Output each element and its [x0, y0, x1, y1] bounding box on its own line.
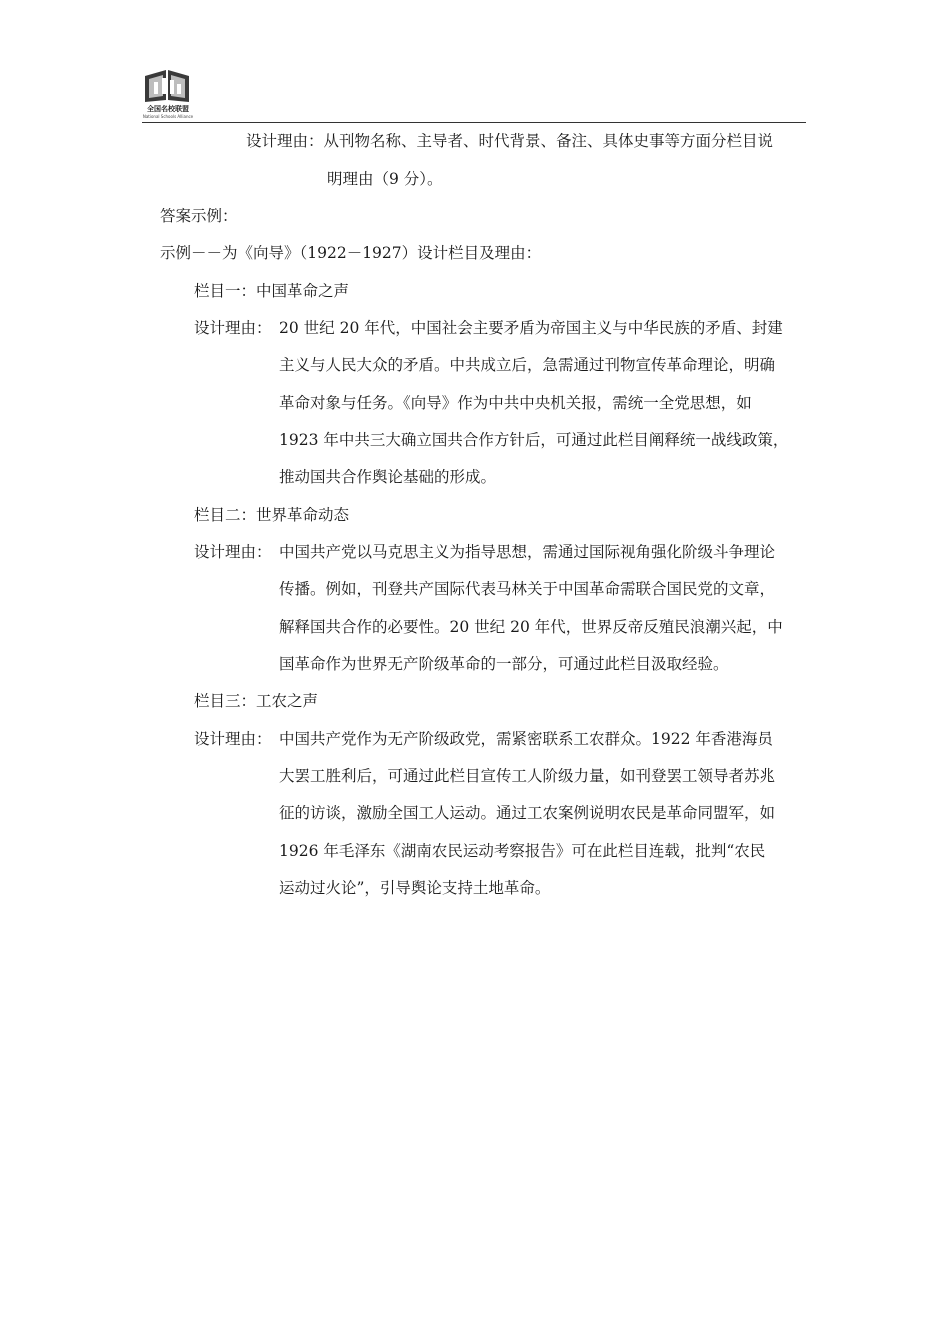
- answer-heading: 答案示例：: [160, 207, 238, 225]
- logo-english-text: National Schools Alliance: [142, 114, 194, 119]
- column-2-line-4: 国革命作为世界无产阶级革命的一部分，可通过此栏目汲取经验。: [279, 655, 729, 673]
- column-2-reason-label: 设计理由：: [194, 543, 272, 561]
- column-3-line-1: 中国共产党作为无产阶级政党，需紧密联系工农群众。1922 年香港海员: [279, 730, 773, 748]
- column-2-title: 栏目二：世界革命动态: [194, 506, 350, 524]
- column-3-line-2: 大罢工胜利后，可通过此栏目宣传工人阶级力量，如刊登罢工领导者苏兆: [279, 767, 776, 785]
- column-3-line-4: 1926 年毛泽东《湖南农民运动考察报告》可在此栏目连载，批判“农民: [279, 842, 766, 860]
- column-1-line-1: 20 世纪 20 年代，中国社会主要矛盾为帝国主义与中华民族的矛盾、封建: [279, 319, 783, 337]
- column-1-line-5: 推动国共合作舆论基础的形成。: [279, 468, 497, 486]
- logo-chinese-text: 全国名校联盟: [147, 105, 189, 113]
- header-divider: [142, 122, 806, 123]
- column-1-line-2: 主义与人民大众的矛盾。中共成立后，急需通过刊物宣传革命理论，明确: [279, 356, 776, 374]
- column-3-reason-label: 设计理由：: [194, 730, 272, 748]
- column-1-title: 栏目一：中国革命之声: [194, 282, 350, 300]
- column-3-line-3: 征的访谈，激励全国工人运动。通过工农案例说明农民是革命同盟军，如: [279, 804, 776, 822]
- example-heading: 示例－－为《向导》（1922－1927）设计栏目及理由：: [160, 244, 542, 262]
- column-3-line-5: 运动过火论”，引导舆论支持土地革命。: [279, 879, 551, 897]
- column-1-reason-label: 设计理由：: [194, 319, 272, 337]
- column-1-line-4: 1923 年中共三大确立国共合作方针后，可通过此栏目阐释统一战线政策，: [279, 431, 789, 449]
- intro-line-2: 明理由（9 分）。: [327, 170, 443, 188]
- intro-line-1: 设计理由：从刊物名称、主导者、时代背景、备注、具体史事等方面分栏目说: [246, 132, 774, 150]
- column-1-line-3: 革命对象与任务。《向导》作为中共中央机关报，需统一全党思想，如: [279, 394, 752, 412]
- column-2-line-2: 传播。例如，刊登共产国际代表马林关于中国革命需联合国民党的文章，: [279, 580, 776, 598]
- book-logo-icon: [142, 66, 192, 104]
- column-2-line-3: 解释国共合作的必要性。20 世纪 20 年代，世界反帝反殖民浪潮兴起，中: [279, 618, 783, 636]
- column-2-line-1: 中国共产党以马克思主义为指导思想，需通过国际视角强化阶级斗争理论: [279, 543, 776, 561]
- column-3-title: 栏目三：工农之声: [194, 692, 319, 710]
- school-alliance-logo: [142, 66, 192, 122]
